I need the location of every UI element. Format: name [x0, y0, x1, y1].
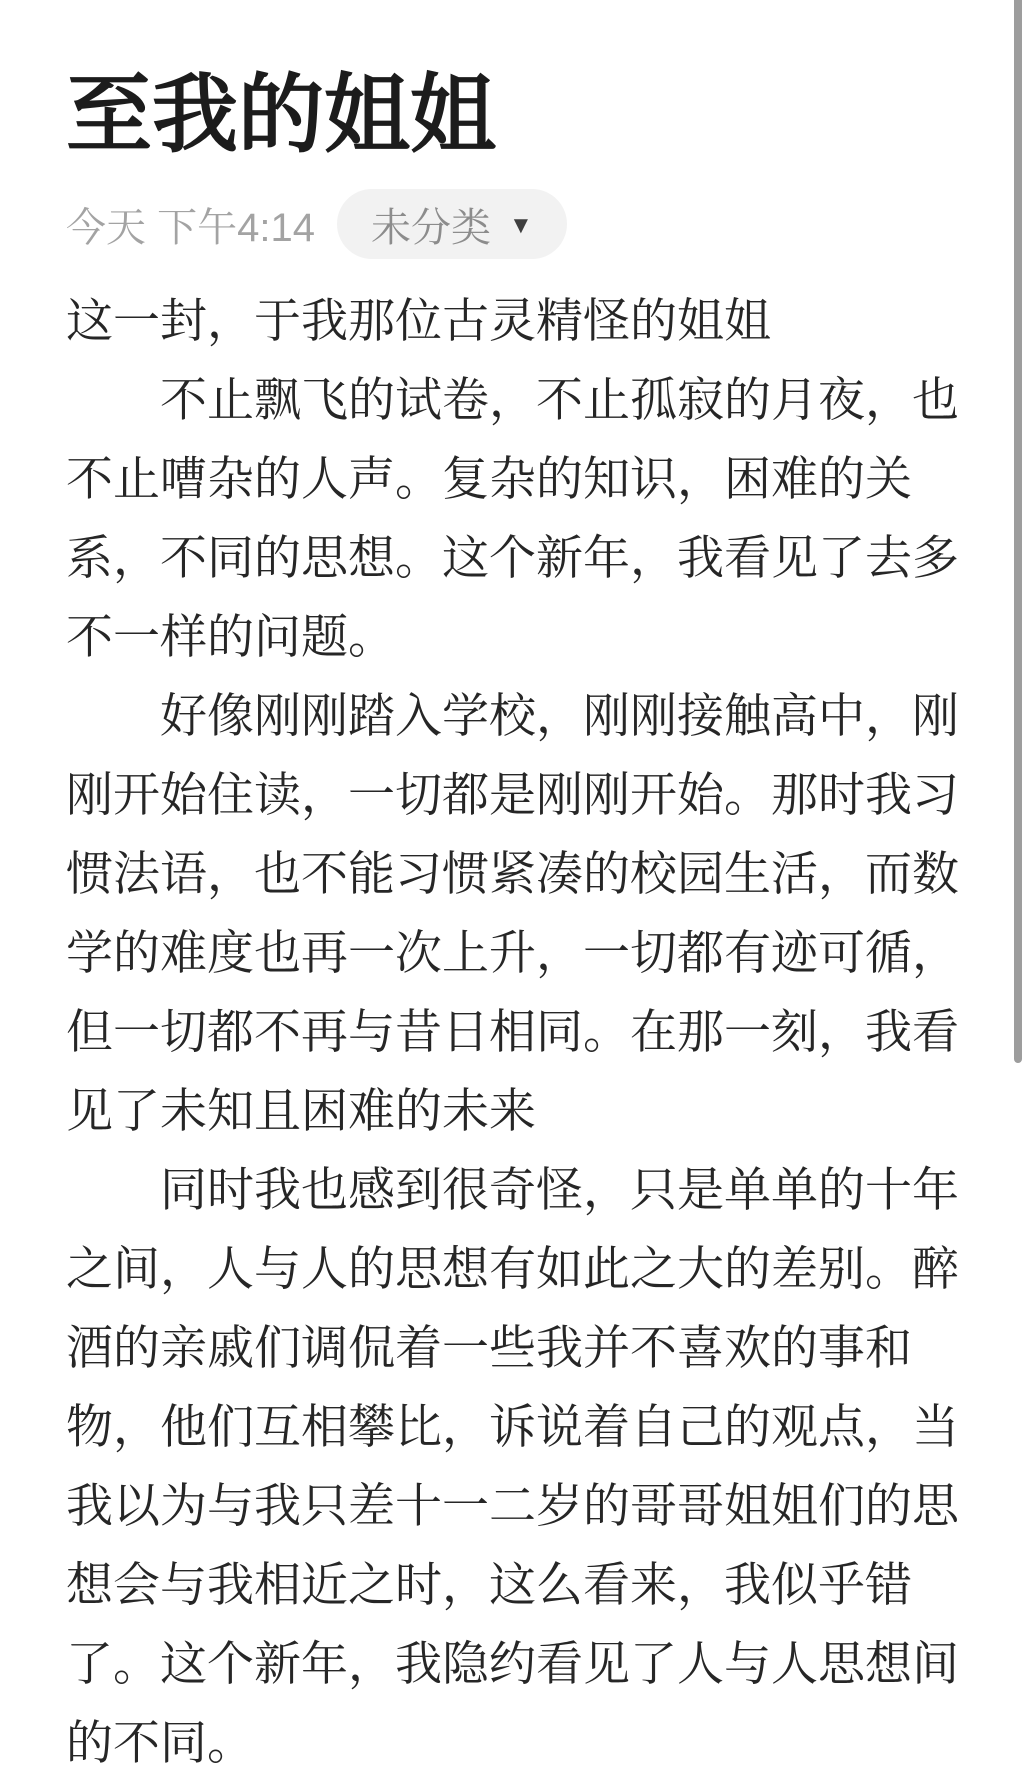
body-line: 系，不同的思想。这个新年，我看见了去多 — [66, 531, 959, 584]
body-line: 惯法语，也不能习惯紧凑的校园生活，而数 — [66, 847, 959, 900]
body-line: 的不同。 — [66, 1716, 254, 1769]
body-line: 物，他们互相攀比，诉说着自己的观点，当 — [66, 1400, 959, 1453]
body-line: 好像刚刚踏入学校，刚刚接触高中，刚 — [160, 689, 959, 742]
note-meta — [66, 189, 567, 259]
body-line: 见了未知且困难的未来 — [66, 1084, 536, 1137]
note-timestamp: 今天 下午4:14 — [66, 205, 315, 250]
body-line: 但一切都不再与昔日相同。在那一刻，我看 — [66, 1005, 959, 1058]
chevron-down-icon: ▼ — [508, 212, 533, 239]
category-selector-button[interactable] — [337, 189, 567, 259]
body-line: 学的难度也再一次上升，一切都有迹可循， — [66, 926, 959, 979]
note-body[interactable] — [66, 281, 976, 1782]
body-line: 这一封，于我那位古灵精怪的姐姐 — [66, 294, 771, 347]
body-line: 了。这个新年，我隐约看见了人与人思想间 — [66, 1637, 959, 1690]
body-line: 我以为与我只差十一二岁的哥哥姐姐们的思 — [66, 1479, 959, 1532]
body-line: 酒的亲戚们调侃着一些我并不喜欢的事和 — [66, 1321, 912, 1374]
body-line: 同时我也感到很奇怪，只是单单的十年 — [160, 1163, 959, 1216]
scrollbar-thumb[interactable] — [1014, 0, 1022, 1063]
body-line: 不一样的问题。 — [66, 610, 395, 663]
body-line: 刚开始住读，一切都是刚刚开始。那时我习 — [66, 768, 959, 821]
body-line: 不止飘飞的试卷，不止孤寂的月夜，也 — [160, 373, 959, 426]
category-label: 未分类 — [370, 205, 491, 250]
body-line: 之间，人与人的思想有如此之大的差别。醉 — [66, 1242, 959, 1295]
body-line: 不止嘈杂的人声。复杂的知识，困难的关 — [66, 452, 912, 505]
note-title: 至我的姐姐 — [66, 67, 496, 163]
body-line: 想会与我相近之时，这么看来，我似乎错 — [66, 1558, 912, 1611]
